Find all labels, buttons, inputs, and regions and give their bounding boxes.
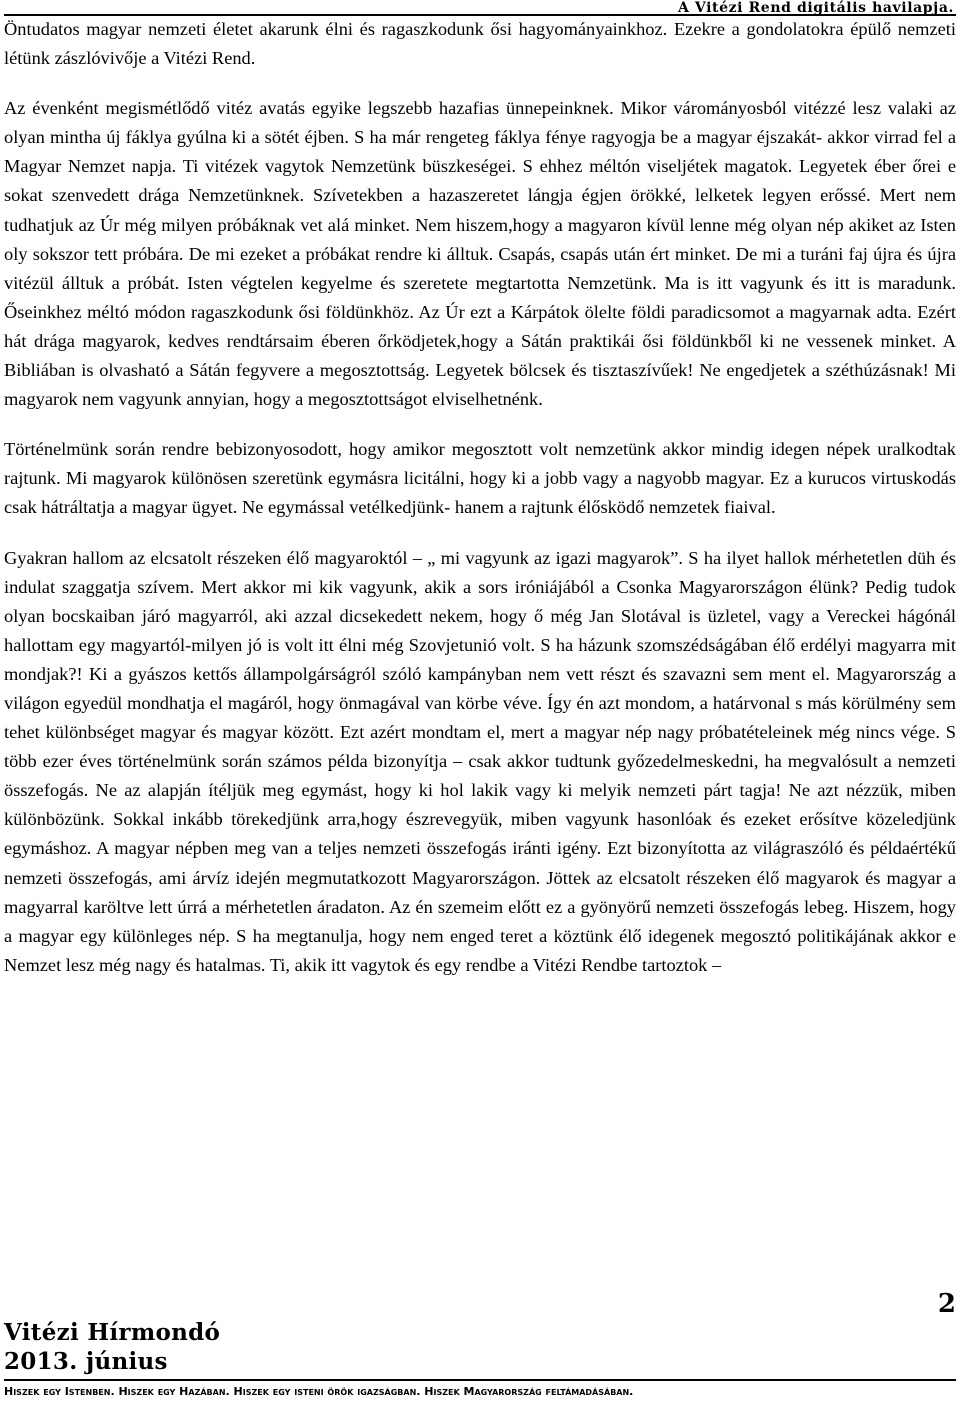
article-body <box>4 15 956 980</box>
footer-motto: Hiszek egy Istenben. Hiszek egy Hazában. Hiszek egy isteni örök igazságban. Hiszek Magyarország feltámadásában. <box>4 1385 634 1398</box>
paragraph-1: Öntudatos magyar nemzeti életet akarunk élni és ragaszkodunk ősi hagyományainkhoz. Ezekre a gondolatokra épülő nemzeti létünk zászlóvivője a Vitézi Rend. <box>4 19 956 69</box>
paragraph-3: Történelmünk során rendre bebizonyosodott, hogy amikor megosztott volt nemzetünk akkor mindig idegen népek uralkodtak rajtunk. Mi magyarok különösen szeretünk egymásra licitálni, hogy ki a jobb vagy a nagyobb magyar. Ez a kurucos virtuskodás csak hátráltatja a magyar ügyet. Ne egymással vetélkedjünk- hanem a rajtunk élősködő nemzetek fiaival. <box>4 439 956 518</box>
paragraph-4: Gyakran hallom az elcsatolt részeken élő magyaroktól – „ mi vagyunk az igazi magyarok”. S ha ilyet hallok mérhetetlen düh és indulat szaggatja szívem. Mert akkor mi kik vagyunk, akik a sors iróniájából a Csonka Magyarországon élünk? Pedig tudok olyan bocskaiban járó magyarról, aki azzal dicsekedett nekem, hogy ő még Jan Slotával is üzletel, vagy a Vereckei hágónál hallottam egy magyartól-milyen jó is volt itt élni még Szovjetunió volt. S ha házunk szomszédságában élő erdélyi magyarra mit mondjak?! Ki a gyászos kettős állampolgárságról szóló kampányban nem vett részt és szavazni sem ment el. Magyarország a világon egyedül mondhatja el magáról, hogy önmagával van körbe véve. Így én azt mondom, a határvonal s más körülmény sem tehet különbséget magyar és magyar között. Ezt azért mondtam el, mert a magyar nép nagy próbatételeinek még nincs vége. S több ezer éves történelmünk során számos példa bizonyítja – csak akkor tudtunk győzedelmeskedni, ha megvalósult a nemzeti összefogás. Ne az alapján ítéljük meg egymást, hogy ki hol lakik vagy ki melyik nemzeti párt tagja! Ne azt nézzük, miben különbözünk. Sokkal inkább törekedjünk arra,hogy észrevegyük, miben vagyunk hasonlóak és ezeket erősítve közeledjünk egymáshoz. A magyar népben meg van a teljes nemzeti összefogás iránti igény. Ezt bizonyította az világraszóló és példaértékű nemzeti összefogás, ami árvíz idején megmutatkozott Magyarországon. Jöttek az elcsatolt részeken élő magyarok és magyar a magyarral karöltve lett úrrá a mérhetetlen áradaton. Az én szemeim előtt ez a gyönyörű nemzeti összefogás lebeg. Hiszem, hogy a magyar egy különleges nép. S ha megtanulja, hogy nem enged teret a köztünk élő idegenek megosztó politikájának akkor e Nemzet lesz még nagy és hatalmas. Ti, akik itt vagytok és egy rendbe a Vitézi Rendbe tartoztok – <box>4 547 956 975</box>
header-title: A Vitézi Rend digitális havilapja. <box>677 0 954 16</box>
footer-publication-block <box>4 1318 220 1376</box>
paragraph-2: Az évenként megismétlődő vitéz avatás egyike legszebb hazafias ünnepeinknek. Mikor várományosból vitézzé lesz valaki az olyan mintha új fáklya gyúlna ki a sötét éjben. S ha már rengeteg fáklya fénye ragyogja be a magyar éjszakát- akkor virrad fel a Magyar Nemzet napja. Ti vitézek vagytok Nemzetünk büszkeségei. S ehhez méltón viseljétek magatok. Legyetek éber őrei e sokat szenvedett drága Nemzetünknek. Szívetekben a hazaszeretet lángja égjen örökké, lelketek legyen erőssé. Mert nem tudhatjuk az Úr még milyen próbáknak vet alá minket. Nem hiszem,hogy a magyaron kívül lenne még olyan nép akiket az Isten oly sokszor tett próbára. De mi ezeket a próbákat rendre ki álltuk. Csapás, csapás után ért minket. De mi a turáni faj újra és újra vitézül álltuk a próbát. Isten végtelen kegyelme és szeretete megtartotta Nemzetünk. Ma is itt vagyunk és itt is maradunk. Őseinkhez méltó módon ragaszkodunk ősi földünkhöz. Az Úr ezt a Kárpátok ölelte földi paradicsomot a magyarnak adta. Ezért hát drága magyarok, kedves rendtársaim éberen őrködjetek,hogy a Sátán praktikái ősi földünkből ki ne vessenek minket. A Bibliában is olvasható a Sátán fegyvere a megosztottság. Legyetek bölcsek és tisztaszívűek! Ne engedjetek a széthúzásnak! Mi magyarok nem vagyunk annyian, hogy a megosztottságot elviselhetnénk. <box>4 98 956 410</box>
publication-title: Vitézi Hírmondó <box>4 1319 221 1346</box>
page-number: 2 <box>937 1289 956 1319</box>
footer-rule <box>4 1379 956 1381</box>
issue-date: 2013. június <box>4 1348 168 1375</box>
